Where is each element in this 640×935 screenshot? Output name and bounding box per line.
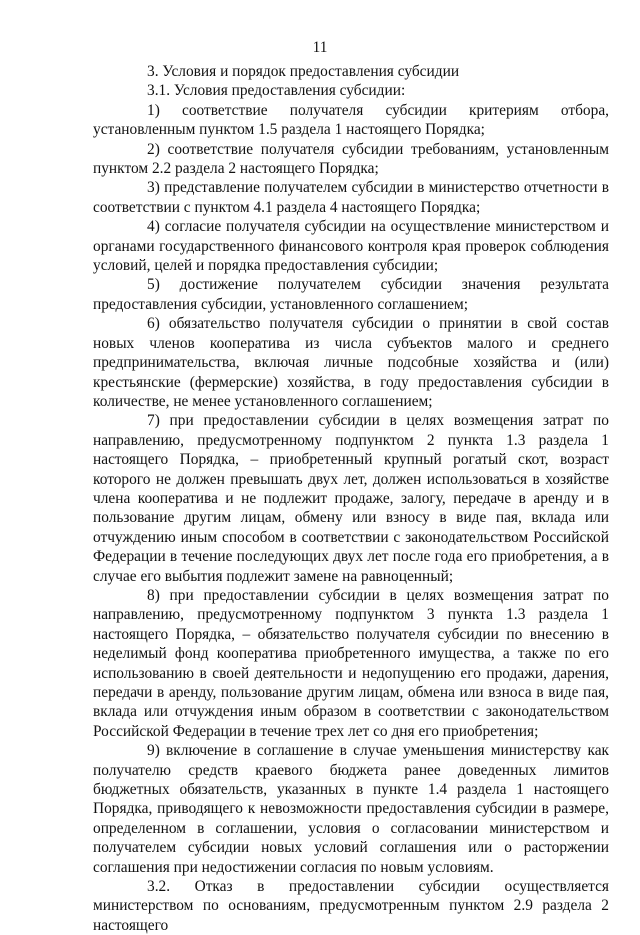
- paragraph-condition-2: 2) соответствие получателя субсидии требованиям, установленным пунктом 2.2 раздела 2 настоящего Порядка;: [93, 140, 609, 178]
- document-body: [93, 62, 609, 935]
- paragraph-3-2: 3.2. Отказ в предоставлении субсидии осуществляется министерством по основаниям, предусмотренным пунктом 2.9 раздела 2 настоящего: [93, 878, 609, 934]
- page-number: 11: [312, 39, 328, 56]
- paragraph-condition-4: 4) согласие получателя субсидии на осуществление министерством и органами государственного финансового контроля края проверок соблюдения условий, целей и порядка предоставления субсидии;: [93, 218, 609, 275]
- paragraph-condition-3: 3) представление получателем субсидии в министерство отчетности в соответствии с пунктом 4.1 раздела 4 настоящего Порядка;: [93, 179, 609, 216]
- section-heading: 3. Условия и порядок предоставления субсидии: [147, 63, 460, 80]
- paragraph-condition-6: 6) обязательство получателя субсидии о принятии в свой состав новых членов кооператива из числа субъектов малого и среднего предпринимательства, включая личные подсобные хозяйства и (или) крестьянские (фермерские) хозяйства, в году предоставления субсидии в количестве, не менее установленного соглашением;: [93, 315, 609, 410]
- paragraph-condition-9: 9) включение в соглашение в случае уменьшения министерству как получателю средств краевого бюджета ранее доведенных лимитов бюджетных обязательств, указанных в пункте 1.4 раздела 1 настоящего Порядка, приводящего к невозможности предоставления субсидии в размере, определенном в соглашении, условия о согласовании министерством и получателем субсидии новых условий соглашения или о расторжении соглашения при недостижении согласия по новым условиям.: [93, 742, 609, 876]
- paragraph-condition-8: 8) при предоставлении субсидии в целях возмещения затрат по направлению, предусмотренному подпунктом 3 пункта 1.3 раздела 1 настоящего Порядка, – обязательство получателя субсидии по внесению в неделимый фонд кооператива приобретенного имущества, а также по его использованию в своей деятельности и недопущению его продажи, дарения, передачи в аренду, пользование другим лицам, обмена или взноса в виде пая, вклада или отчуждения иным образом в соответствии с законодательством Российской Федерации в течение трех лет со дня его приобретения;: [93, 586, 609, 740]
- paragraph-condition-1: 1) соответствие получателя субсидии критериям отбора, установленным пунктом 1.5 раздела 1 настоящего Порядка;: [93, 101, 609, 139]
- paragraph-3-1: 3.1. Условия предоставления субсидии:: [147, 82, 406, 100]
- paragraph-condition-7: 7) при предоставлении субсидии в целях возмещения затрат по направлению, предусмотренному подпунктом 2 пункта 1.3 раздела 1 настоящего Порядка, – приобретенный крупный рогатый скот, возраст которого не должен превышать двух лет, должен использоваться в хозяйстве члена кооператива и не подлежит продаже, залогу, передаче в аренду и в пользование другим лицам, обмену или взносу в виде пая, вклада или отчуждению иным способом в соответствии с законодательством Российской Федерации в течение последующих двух лет после года его приобретения, а в случае его выбытия подлежит замене на равноценный;: [93, 412, 609, 585]
- paragraph-condition-5: 5) достижение получателем субсидии значения результата предоставления субсидии, установленного соглашением;: [93, 276, 609, 313]
